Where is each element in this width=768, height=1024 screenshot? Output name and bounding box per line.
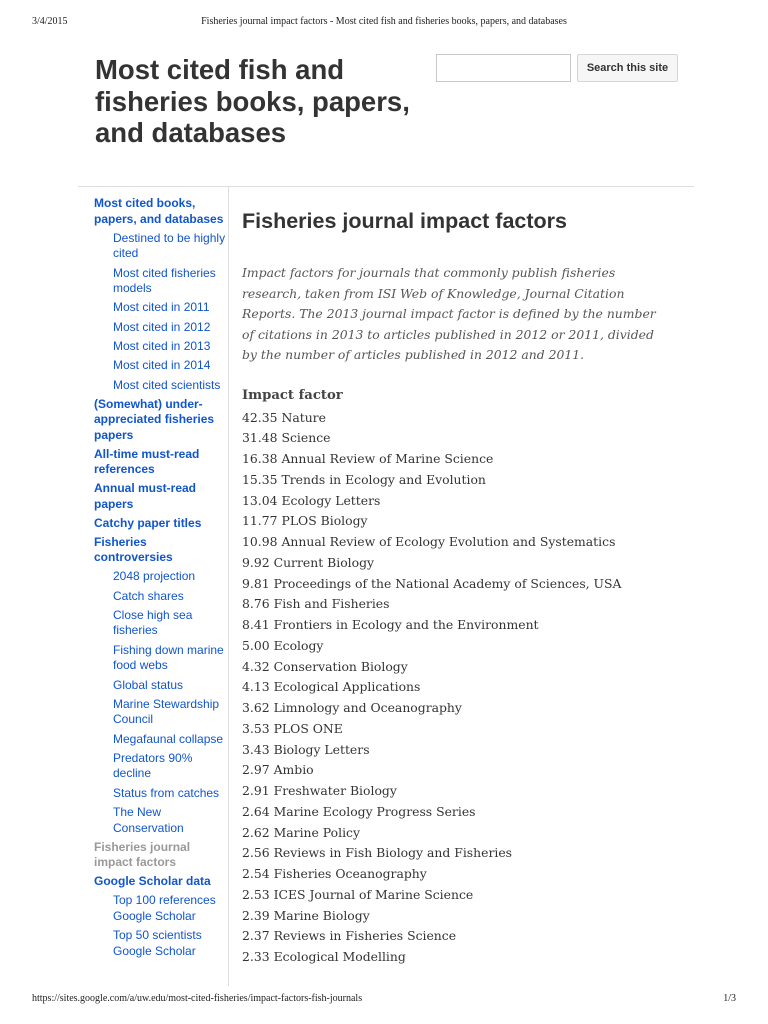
journal-name: Proceedings of the National Academy of Sciences, USA — [273, 575, 622, 591]
sidebar-subitem[interactable]: Predators 90% decline — [113, 750, 193, 781]
site-title[interactable]: Most cited fish and fisheries books, papers, and databases — [95, 54, 410, 148]
sidebar-subitem[interactable]: Status from catches — [113, 785, 220, 800]
journal-row — [242, 615, 682, 636]
impact-factor-value: 2.37 — [242, 928, 270, 944]
sidebar-subitem[interactable]: Most cited in 2011 — [113, 300, 210, 315]
sidebar-subitem[interactable]: Global status — [113, 677, 184, 692]
impact-factor-heading: Impact factor — [242, 387, 343, 403]
impact-factor-value: 11.77 — [242, 513, 278, 529]
journal-row — [242, 594, 682, 615]
impact-factor-value: 2.62 — [242, 824, 270, 840]
journal-row — [242, 511, 682, 532]
sidebar-item[interactable]: Most cited books, papers, and databases — [94, 196, 224, 226]
journal-name: Limnology and Oceanography — [273, 700, 462, 716]
impact-factor-value: 4.32 — [242, 658, 270, 674]
sidebar-subitem[interactable]: Destined to be highly cited — [113, 230, 226, 261]
journal-name: Ambio — [273, 762, 314, 778]
impact-factor-value: 9.92 — [242, 554, 270, 570]
sidebar-subitem[interactable]: Top 100 references Google Scholar — [113, 893, 216, 923]
impact-factor-value: 3.53 — [242, 720, 270, 736]
print-date: 3/4/2015 — [32, 16, 68, 27]
sidebar-subitem[interactable]: Close high sea fisheries — [113, 607, 193, 638]
journal-row — [242, 408, 682, 429]
sidebar-item[interactable]: Google Scholar data — [94, 874, 211, 889]
impact-factor-value: 4.13 — [242, 679, 270, 695]
journal-row — [242, 574, 682, 595]
journal-name: Ecology Letters — [281, 492, 381, 508]
journal-name: PLOS ONE — [273, 720, 343, 736]
impact-factor-value: 2.33 — [242, 949, 270, 965]
journal-row — [242, 926, 682, 947]
journal-row — [242, 470, 682, 491]
journal-row — [242, 906, 682, 927]
sidebar-item[interactable]: Catchy paper titles — [94, 515, 202, 530]
journal-name: Current Biology — [273, 554, 375, 570]
impact-factor-value: 2.39 — [242, 907, 270, 923]
sidebar-subitem[interactable]: Top 50 scientists Google Scholar — [113, 928, 202, 958]
journal-name: ICES Journal of Marine Science — [273, 886, 474, 902]
intro-paragraph: Impact factors for journals that commonly publish fisheries research, taken from ISI Web of Knowledge, Journal Citation Reports. The 2013 journal impact factor is defined by the number of citations in 2013 to articles published in 2012 or 2011, divided by the number of articles published in 2012 and 2011. — [242, 265, 656, 363]
main-content — [242, 206, 682, 968]
journal-row — [242, 553, 682, 574]
journal-row — [242, 719, 682, 740]
journal-row — [242, 740, 682, 761]
sidebar-divider — [228, 186, 229, 986]
journal-name: Ecological Applications — [273, 679, 421, 695]
impact-factor-value: 2.53 — [242, 886, 270, 902]
sidebar-subitem[interactable]: Most cited fisheries models — [113, 265, 216, 296]
sidebar-subitem[interactable]: Fishing down marine food webs — [113, 642, 224, 673]
sidebar-subitem[interactable]: Most cited in 2012 — [113, 319, 211, 334]
journal-name: Ecology — [273, 637, 324, 653]
journal-name: Biology Letters — [273, 741, 370, 757]
impact-factor-value: 15.35 — [242, 471, 278, 487]
journal-name: Trends in Ecology and Evolution — [281, 471, 486, 487]
journal-row — [242, 449, 682, 470]
journal-name: Conservation Biology — [273, 658, 408, 674]
impact-factor-value: 8.41 — [242, 617, 270, 633]
journal-row — [242, 677, 682, 698]
impact-factor-value: 42.35 — [242, 409, 278, 425]
journal-name: Freshwater Biology — [273, 783, 397, 799]
journal-name: Frontiers in Ecology and the Environment — [273, 617, 539, 633]
journal-name: Ecological Modelling — [273, 949, 406, 965]
sidebar-subitem[interactable]: 2048 projection — [113, 569, 196, 584]
journal-row — [242, 532, 682, 553]
impact-factor-value: 31.48 — [242, 430, 278, 446]
journal-name: Fisheries Oceanography — [273, 866, 427, 882]
search-button[interactable]: Search this site — [577, 54, 678, 82]
impact-factor-value: 10.98 — [242, 534, 278, 550]
impact-factor-value: 2.56 — [242, 845, 270, 861]
impact-factor-list — [242, 408, 682, 968]
journal-name: Annual Review of Marine Science — [281, 451, 494, 467]
journal-name: Reviews in Fisheries Science — [273, 928, 457, 944]
journal-row — [242, 823, 682, 844]
impact-factor-value: 13.04 — [242, 492, 278, 508]
journal-name: Annual Review of Ecology Evolution and Systematics — [281, 534, 616, 550]
sidebar-subitem[interactable]: Catch shares — [113, 588, 184, 603]
sidebar-item[interactable]: Fisheries journal impact factors — [94, 839, 191, 870]
journal-name: Marine Biology — [273, 907, 370, 923]
sidebar-subitem[interactable]: Most cited in 2014 — [113, 358, 211, 373]
sidebar-item[interactable]: (Somewhat) under-appreciated fisheries papers — [94, 396, 215, 442]
sidebar-subitem[interactable]: Marine Stewardship Council — [113, 696, 220, 727]
journal-row — [242, 491, 682, 512]
journal-row — [242, 428, 682, 449]
impact-factor-value: 2.54 — [242, 866, 270, 882]
journal-name: Fish and Fisheries — [273, 596, 390, 612]
journal-row — [242, 657, 682, 678]
journal-name: Marine Ecology Progress Series — [273, 803, 476, 819]
journal-name: Marine Policy — [273, 824, 360, 840]
impact-factor-value: 8.76 — [242, 596, 270, 612]
sidebar-subitem[interactable]: The New Conservation — [113, 805, 184, 835]
journal-name: PLOS Biology — [281, 513, 368, 529]
print-page-title: Fisheries journal impact factors - Most cited fish and fisheries books, papers, and databases — [201, 16, 567, 27]
print-url: https://sites.google.com/a/uw.edu/most-cited-fisheries/impact-factors-fish-journals — [32, 993, 363, 1004]
journal-name: Science — [281, 430, 331, 446]
sidebar-subitem[interactable]: Most cited in 2013 — [113, 338, 211, 353]
impact-factor-value: 2.97 — [242, 762, 270, 778]
sidebar-nav — [94, 196, 228, 959]
header-divider — [78, 186, 694, 187]
sidebar-subitem[interactable]: Most cited scientists — [113, 377, 221, 392]
sidebar-item[interactable]: Annual must-read papers — [94, 481, 197, 511]
journal-name: Nature — [281, 409, 326, 425]
sidebar-subitem[interactable]: Megafaunal collapse — [113, 731, 224, 746]
impact-factor-value: 16.38 — [242, 451, 278, 467]
impact-factor-value: 2.91 — [242, 783, 270, 799]
journal-row — [242, 760, 682, 781]
print-page-number: 1/3 — [723, 993, 736, 1004]
impact-factor-value: 5.00 — [242, 637, 270, 653]
impact-factor-value: 2.64 — [242, 803, 270, 819]
search-input[interactable] — [436, 54, 571, 82]
page-title: Fisheries journal impact factors — [242, 209, 567, 233]
journal-row — [242, 698, 682, 719]
journal-row — [242, 802, 682, 823]
sidebar-item[interactable]: All-time must-read references — [94, 446, 200, 477]
journal-row — [242, 885, 682, 906]
journal-name: Reviews in Fish Biology and Fisheries — [273, 845, 513, 861]
sidebar-item[interactable]: Fisheries controversies — [94, 534, 173, 565]
journal-row — [242, 781, 682, 802]
journal-row — [242, 843, 682, 864]
impact-factor-value: 9.81 — [242, 575, 270, 591]
journal-row — [242, 947, 682, 968]
impact-factor-value: 3.62 — [242, 700, 270, 716]
journal-row — [242, 636, 682, 657]
impact-factor-value: 3.43 — [242, 741, 270, 757]
journal-row — [242, 864, 682, 885]
